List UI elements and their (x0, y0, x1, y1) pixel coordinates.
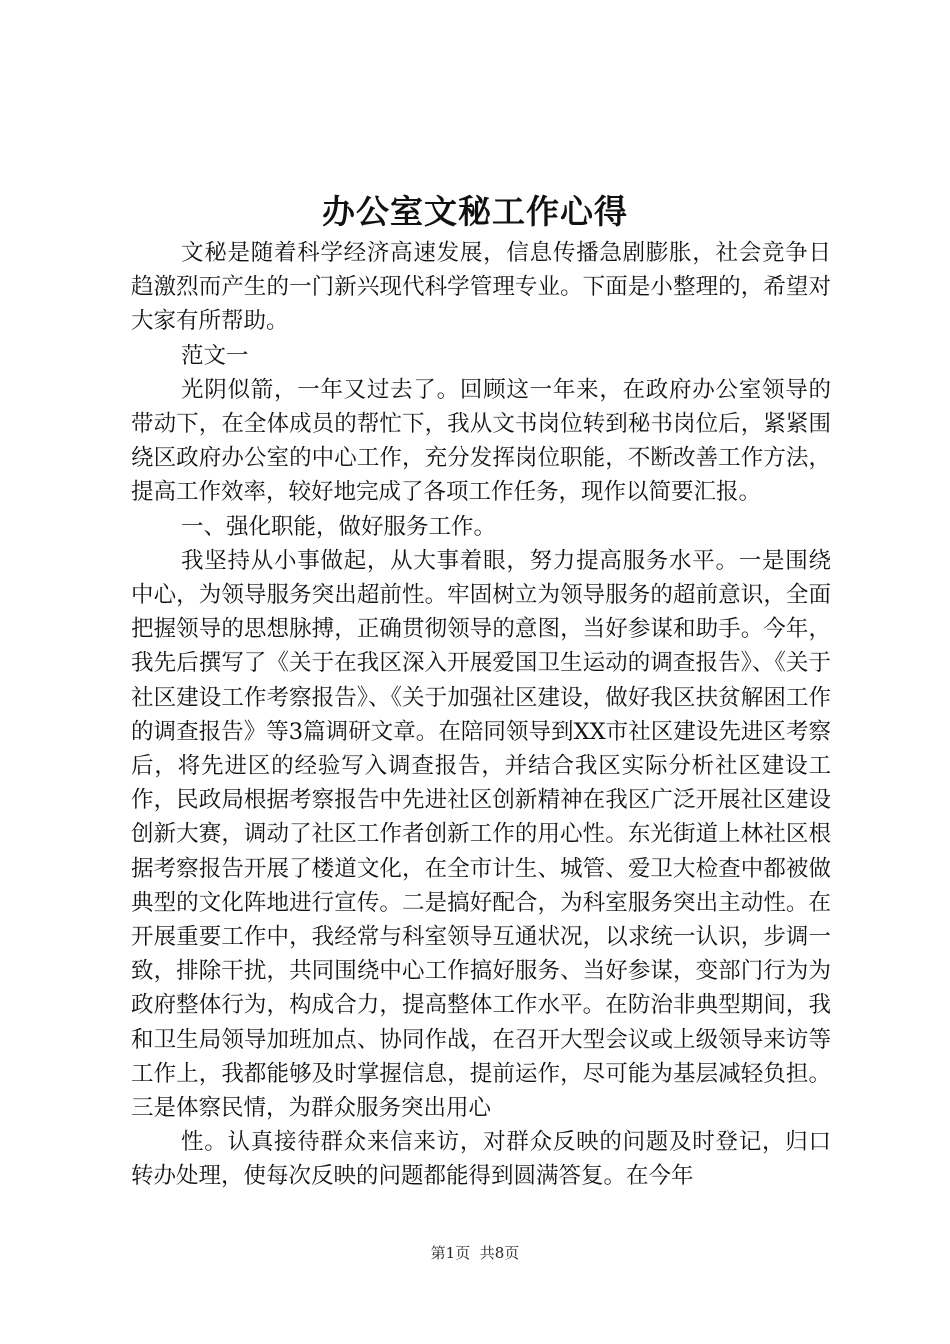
page-total: 共8页 (479, 1244, 520, 1262)
paragraph-review: 光阴似箭，一年又过去了。回顾这一年来，在政府办公室领导的带动下，在全体成员的帮忙下，我从文书岗位转到秘书岗位后，紧紧围绕区政府办公室的中心工作，充分发挥岗位职能，不断改善工作方法，提高工作效率，较好地完成了各项工作任务，现作以简要汇报。 (131, 376, 831, 506)
page-title: 办公室文秘工作心得 (322, 192, 628, 231)
section-heading-1: 一、强化职能，做好服务工作。 (181, 513, 497, 540)
body-text (131, 236, 831, 1194)
page-number: 第1页 (430, 1244, 471, 1262)
intro-paragraph: 文秘是随着科学经济高速发展，信息传播急剧膨胀，社会竞争日趋激烈而产生的一门新兴现代科学管理专业。下面是小整理的，希望对大家有所帮助。 (131, 240, 831, 335)
page-footer (0, 1242, 950, 1263)
paragraph-service: 我坚持从小事做起，从大事着眼，努力提高服务水平。一是围绕中心，为领导服务突出超前性。牢固树立为领导服务的超前意识，全面把握领导的思想脉搏，正确贯彻领导的意图，当好参谋和助手。今年，我先后撰写了《关于在我区深入开展爱国卫生运动的调查报告》、《关于社区建设工作考察报告》、《关于加强社区建设，做好我区扶贫解困工作的调查报告》等3篇调研文章。在陪同领导到XX市社区建设先进区考察后，将先进区的经验写入调查报告，并结合我区实际分析社区建设工作，民政局根据考察报告中先进社区创新精神在我区广泛开展社区建设创新大赛，调动了社区工作者创新工作的用心性。东光街道上林社区根据考察报告开展了楼道文化，在全市计生、城管、爱卫大检查中都被做典型的文化阵地进行宣传。二是搞好配合，为科室服务突出主动性。在开展重要工作中，我经常与科室领导互通状况，以求统一认识，步调一致，排除干扰，共同围绕中心工作搞好服务、当好参谋，变部门行为为政府整体行为，构成合力，提高整体工作水平。在防治非典型期间，我和卫生局领导加班加点、协同作战，在召开大型会议或上级领导来访等工作上，我都能够及时掌握信息，提前运作，尽可能为基层减轻负担。三是体察民情，为群众服务突出用心 (131, 547, 831, 1122)
sample-heading: 范文一 (181, 342, 249, 369)
paragraph-continued: 性。认真接待群众来信来访，对群众反映的问题及时登记，归口转办处理，使每次反映的问题都能得到圆满答复。在今年 (131, 1129, 831, 1190)
